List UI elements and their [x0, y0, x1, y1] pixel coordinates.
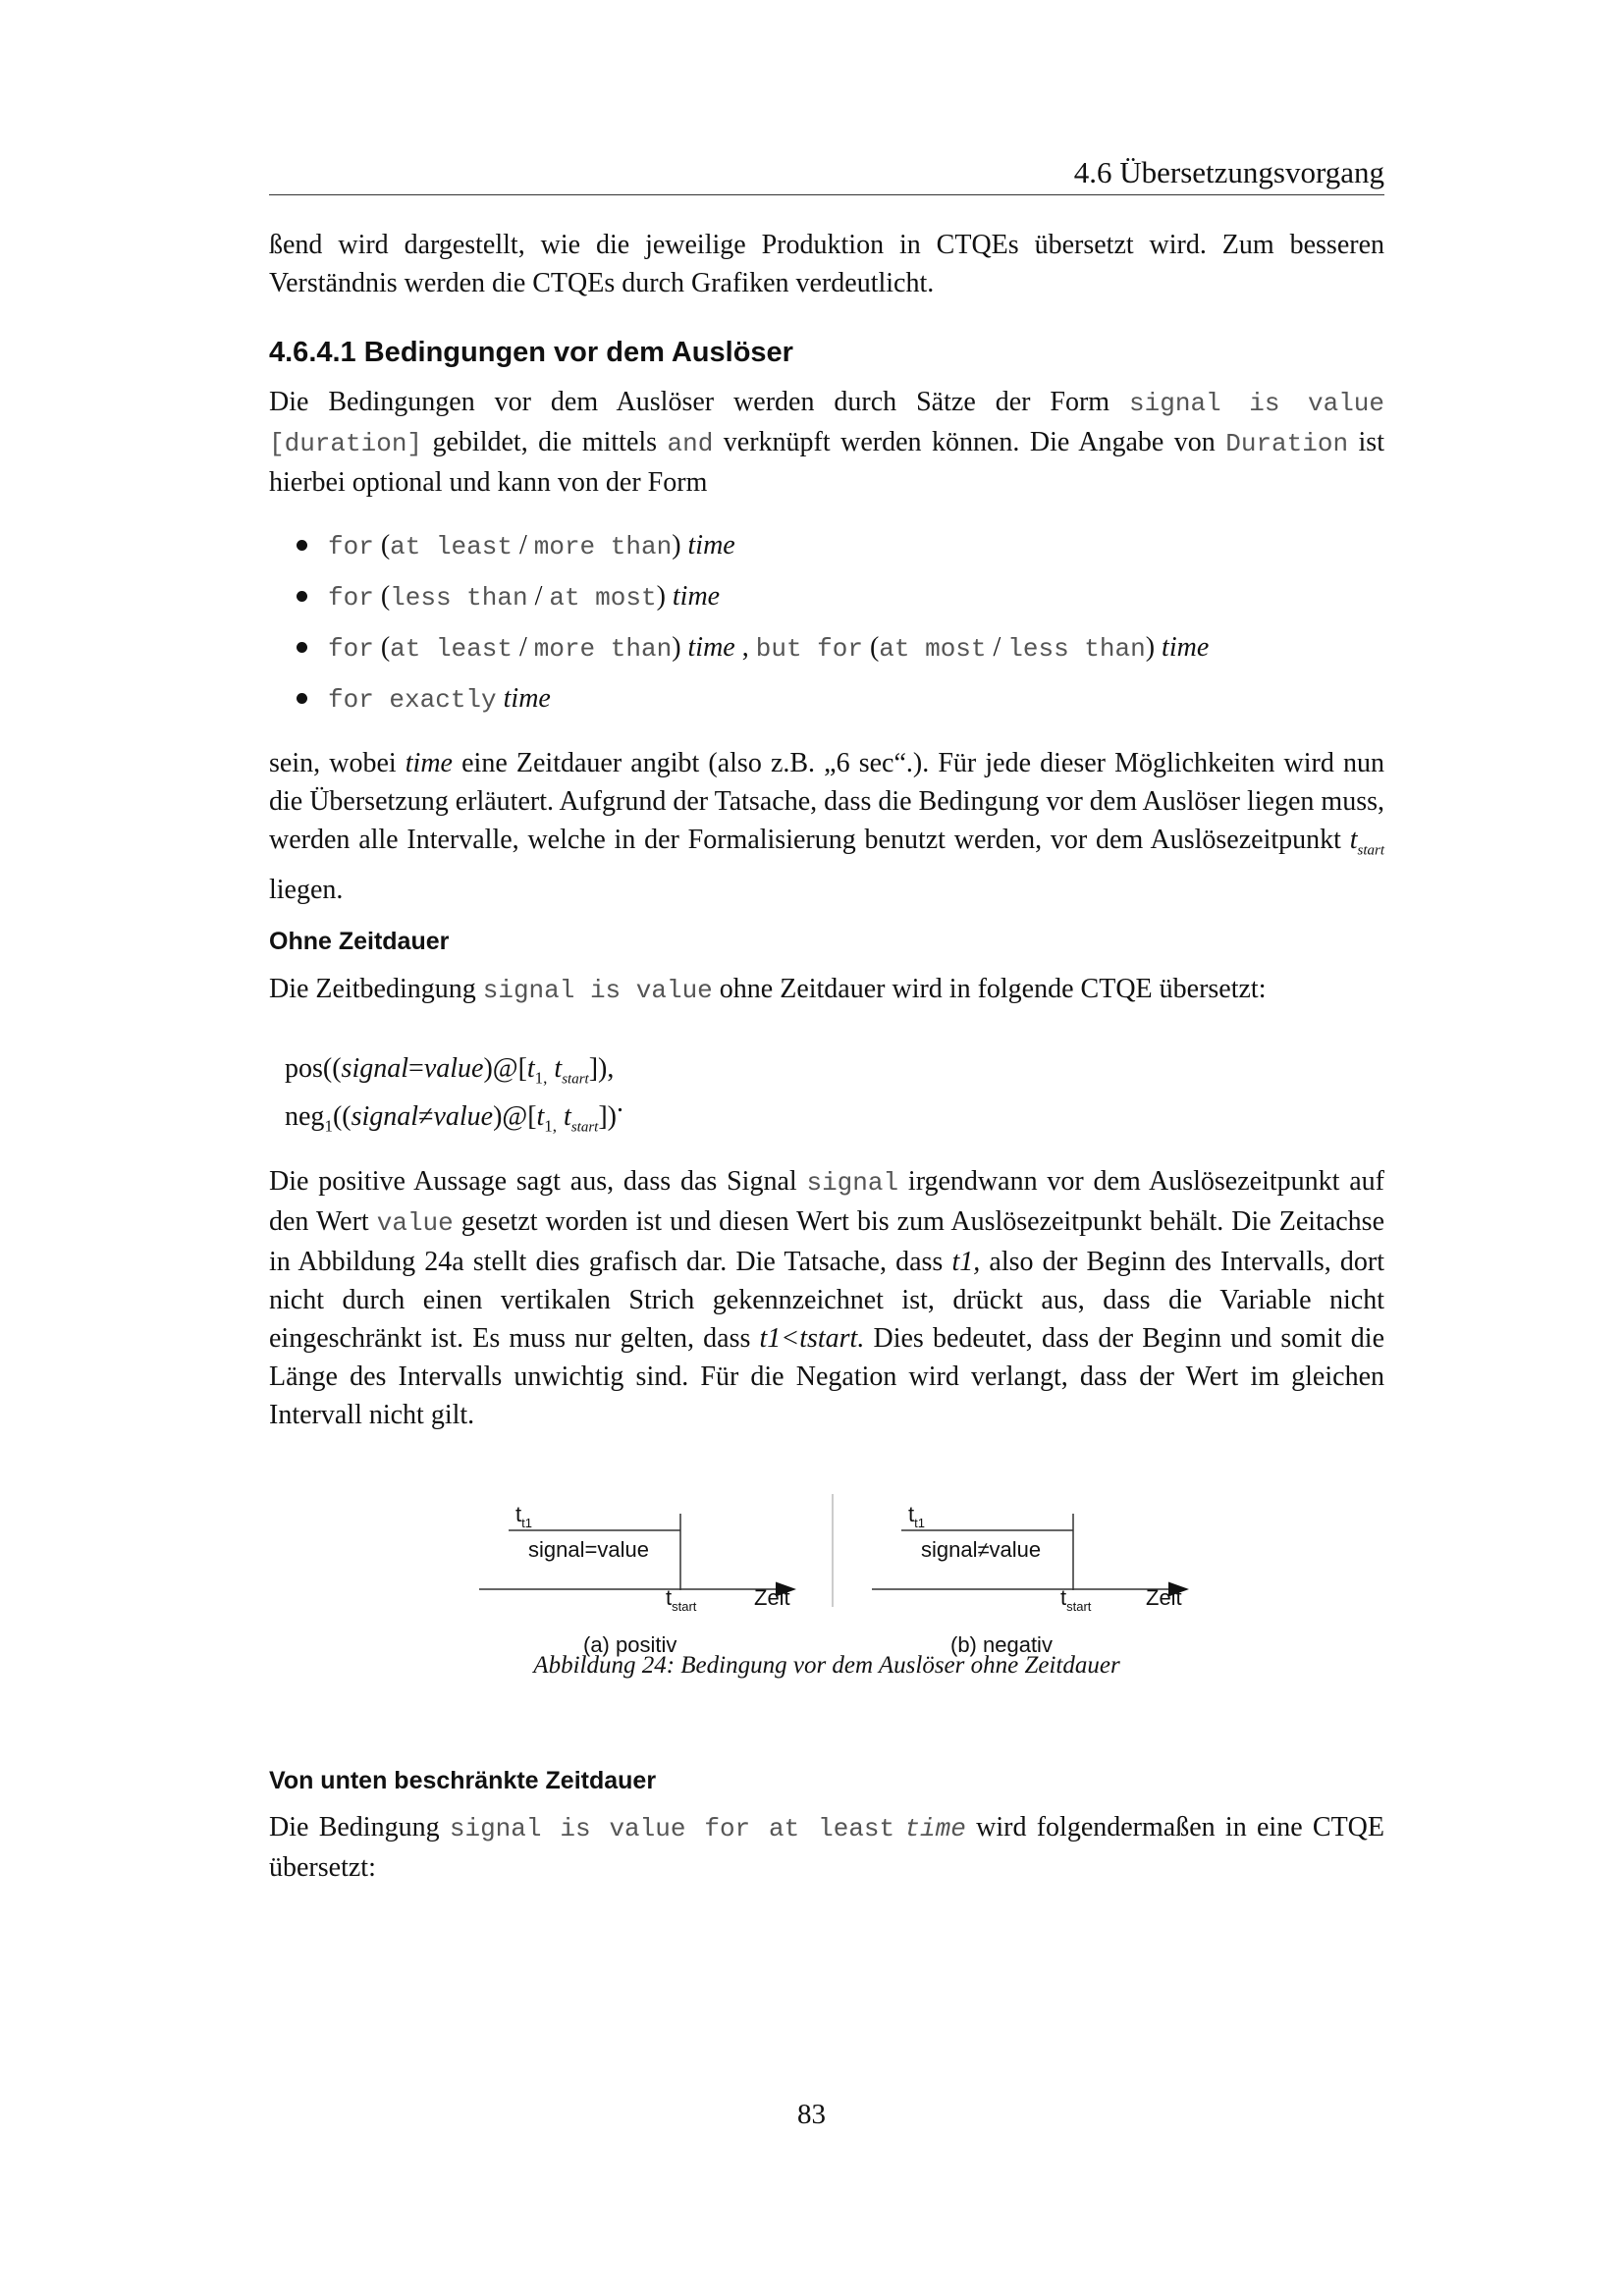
subscript-start: start: [1357, 842, 1384, 859]
text-run: Die Zeitbedingung: [269, 974, 483, 1004]
section-p2: [269, 744, 1384, 909]
bullet-text: (: [862, 632, 880, 663]
italic-t1: t1,: [951, 1247, 981, 1277]
bullet-text: [497, 683, 504, 714]
bullet-dot-icon: [297, 591, 307, 602]
bullet-code: at most: [549, 583, 657, 613]
text-run: eine Zeitdauer angibt (also z.B. „6 sec“.). Für jede dieser Möglichkeiten wird nun die Übersetzung erläutert. Aufgrund der Tatsache, dass die Bedingung vor dem Auslöser liegen muss, werden alle Intervalle, welche in der Formalisierung benutzt werden, vor dem Auslösezeitpunkt: [269, 748, 1384, 855]
bullet-italic: time: [687, 632, 735, 663]
bullet-text: ,: [734, 632, 756, 663]
section-paragraph-1: [269, 383, 1384, 502]
text-run: Dies bedeutet, dass der Beginn und somit die Länge des Intervalls unwichtig sind. Für die Negation wird verlangt, dass der Wert im gleichen Intervall nicht gilt.: [269, 1323, 1384, 1430]
bullet-code: for: [328, 583, 374, 613]
bullet-code: less than: [390, 583, 528, 613]
bullet-text: (: [373, 632, 391, 663]
intro-paragraph: [269, 226, 1384, 302]
text-run: gesetzt worden ist und diesen Wert bis zum Auslösezeitpunkt behält. Die Zeitachse in Abbildung 24a stellt dies grafisch dar. Die Tatsache, dass: [269, 1206, 1385, 1277]
running-header: [269, 149, 1384, 195]
bullet-list: [269, 520, 1384, 724]
t1-subscript-a: t1: [521, 1516, 532, 1530]
panel-negativ: [872, 1502, 1186, 1657]
bullet-text: /: [512, 530, 534, 561]
section-heading-block: [269, 334, 1384, 372]
signal-value-label: signal=value: [528, 1537, 649, 1562]
ohne-p2: [269, 1162, 1384, 1434]
bullet-text: ): [656, 581, 673, 612]
tstart-label: $t_{start}$: [666, 1585, 697, 1614]
bullet-dot-icon: [297, 642, 307, 653]
bullet-code: for exactly: [328, 685, 497, 715]
bullet-italic: time: [1162, 632, 1210, 663]
section-paragraph-2: [269, 744, 1384, 909]
bullet-code: less than: [1007, 634, 1146, 664]
bullet-italic: time: [672, 581, 721, 612]
bullet-item: [269, 622, 1384, 673]
unten-paragraph-1: [269, 1808, 1384, 1887]
t1-label: $t_{t1}$: [515, 1502, 532, 1530]
bullet-code: for: [328, 532, 374, 561]
bullet-text: (: [373, 530, 391, 561]
intro-text: ßend wird dargestellt, wie die jeweilige Produktion in CTQEs übersetzt wird. Zum besseren Verständnis werden die CTQEs durch Grafiken verdeutlicht.: [269, 230, 1384, 298]
text-run: ist hierbei optional und kann von der Form: [269, 427, 1384, 498]
text-run: verknüpft werden können. Die Angabe von: [713, 427, 1226, 457]
ctqe-formula: [285, 1050, 623, 1146]
section-heading: 4.6.4.1 Bedingungen vor dem Auslöser: [269, 337, 793, 368]
t1-label: $t_{t1}$: [908, 1502, 925, 1530]
code-signal: signal: [806, 1168, 899, 1198]
code-at-least: signal is value for at least: [449, 1814, 895, 1843]
unten-p1: [269, 1808, 1384, 1887]
bullet-code: more than: [533, 532, 673, 561]
ohne-heading-block: [269, 923, 1384, 961]
ohne-heading: Ohne Zeitdauer: [269, 928, 450, 955]
code-value: value: [376, 1208, 454, 1238]
bullet-code: for: [328, 634, 374, 664]
ohne-paragraph-1: [269, 970, 1384, 1010]
bullet-text: (: [373, 581, 391, 612]
code-duration: Duration: [1225, 429, 1349, 458]
bullet-dot-icon: [297, 693, 307, 704]
bullet-code: at least: [390, 634, 513, 664]
text-run: wird folgendermaßen in eine CTQE übersetzt:: [269, 1812, 1384, 1883]
axis-label-zeit: Zeit: [1146, 1585, 1182, 1610]
unten-heading: Von unten beschränkte Zeitdauer: [269, 1767, 657, 1794]
section-p1: [269, 383, 1384, 502]
bullet-italic: time: [687, 530, 735, 561]
unten-heading-block: [269, 1762, 1384, 1800]
text-run: Die Bedingung: [269, 1812, 450, 1842]
ohne-paragraph-2: [269, 1162, 1384, 1434]
code-signal-form: signal is value [duration]: [269, 389, 1384, 458]
ohne-p1: [269, 970, 1384, 1010]
axis-label-zeit: Zeit: [754, 1585, 790, 1610]
bullet-dot-icon: [297, 540, 307, 551]
text-run: ohne Zeitdauer wird in folgende CTQE übersetzt:: [712, 974, 1267, 1004]
bullet-code: at least: [390, 532, 513, 561]
figure-caption: Abbildung 24: Bedingung vor dem Auslöser ohne Zeitdauer: [533, 1652, 1120, 1679]
text-run: Die positive Aussage sagt aus, dass das Signal: [269, 1166, 807, 1197]
code-time: time: [904, 1814, 966, 1843]
tstart-label: $t_{start}$: [1060, 1585, 1092, 1614]
italic-time: time: [405, 748, 453, 778]
bullet-text: ): [672, 530, 688, 561]
bullet-italic: time: [503, 683, 551, 714]
bullet-code: but for: [755, 634, 863, 664]
inequality-t1-tstart: t1<tstart.: [759, 1323, 865, 1354]
text-run: also der Beginn des Intervalls, dort nicht durch einen vertikalen Strich gekennzeichnet ist, drückt aus, dass die Variable nicht eingeschränkt ist. Es muss nur gelten, dass: [269, 1247, 1384, 1354]
bullet-text: ): [672, 632, 688, 663]
bullet-text: /: [527, 581, 550, 612]
bullet-item: [269, 571, 1384, 622]
bullet-text: /: [986, 632, 1008, 663]
subcaption-positiv: (a) positiv: [583, 1632, 677, 1657]
page-number: 83: [797, 2099, 826, 2130]
bullet-code: at most: [879, 634, 987, 664]
bullet-text: ): [1145, 632, 1163, 663]
panel-positiv: [479, 1502, 793, 1657]
bullet-text: /: [512, 632, 534, 663]
t1-subscript-b: t1: [914, 1516, 925, 1530]
code-and: and: [667, 429, 714, 458]
bullet-item: [269, 673, 1384, 724]
text-run: irgendwann vor dem Auslösezeitpunkt auf den Wert: [269, 1166, 1384, 1237]
text-run: sein, wobei: [269, 748, 406, 778]
signal-not-value-label: signal≠value: [921, 1537, 1042, 1562]
duration-bullet-list: [269, 520, 1384, 724]
formula-line-neg: $neg_1((signal\ne value)@[t_{1,}$ $t_{start}$]).: [285, 1087, 623, 1136]
subcaption-negativ: (b) negativ: [950, 1632, 1053, 1657]
text-run: Die Bedingungen vor dem Auslöser werden durch Sätze der Form: [269, 387, 1130, 417]
italic-t: t: [1349, 825, 1358, 855]
text-run: liegen.: [269, 874, 344, 905]
formula-line-pos: $pos((signal=value)@[t_{1,}$ $t_{start}$]),: [285, 1053, 615, 1088]
code-signal-is-value: signal is value: [482, 976, 713, 1005]
bullet-code: more than: [533, 634, 673, 664]
text-run: gebildet, die mittels: [422, 427, 668, 457]
bullet-item: [269, 520, 1384, 571]
header-title: 4.6 Übersetzungsvorgang: [1073, 155, 1384, 189]
